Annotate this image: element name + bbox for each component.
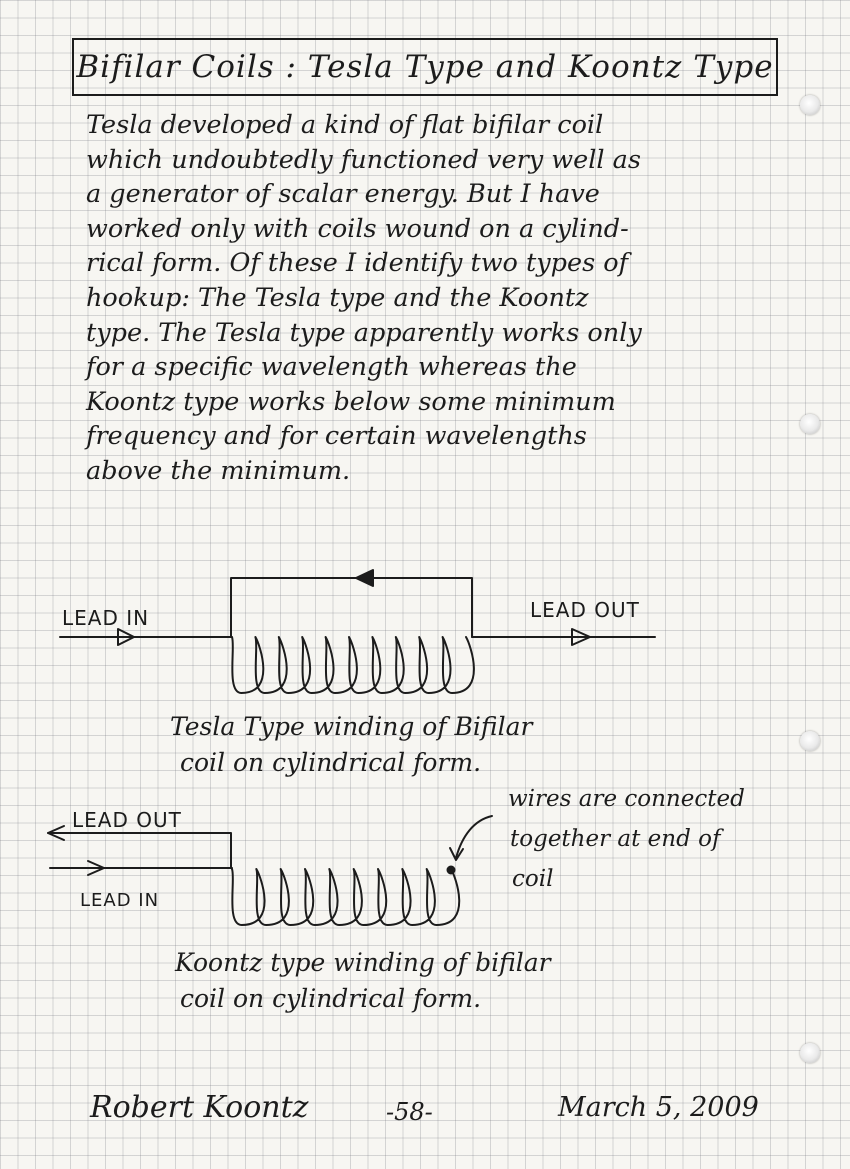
tesla-lead-out-label: LEAD OUT bbox=[530, 598, 640, 622]
junction-dot bbox=[448, 867, 455, 874]
koontz-note-line3: coil bbox=[512, 866, 554, 892]
text-line: hookup: The Tesla type and the Koontz bbox=[86, 282, 589, 313]
text-line: worked only with coils wound on a cylind- bbox=[86, 213, 629, 244]
coil-loop-path bbox=[232, 869, 459, 925]
koontz-lead-in-label: LEAD IN bbox=[80, 890, 160, 911]
page-number: -58- bbox=[386, 1098, 433, 1126]
text-line: type. The Tesla type apparently works only bbox=[86, 317, 642, 348]
text-line: rical form. Of these I identify two types of bbox=[86, 248, 629, 279]
koontz-note-line1: wires are connected bbox=[508, 786, 745, 812]
koontz-caption-line1: Koontz type winding of bifilar bbox=[175, 948, 551, 977]
koontz-lead-out-wire bbox=[48, 833, 231, 868]
text-line: above the minimum. bbox=[86, 455, 351, 486]
text-line: Koontz type works below some minimum bbox=[86, 386, 616, 417]
text-line: Tesla developed a kind of flat bifilar coil bbox=[86, 110, 604, 140]
text-line: which undoubtedly functioned very well as bbox=[86, 144, 641, 175]
koontz-note-line2: together at end of bbox=[510, 826, 721, 852]
text-line: frequency and for certain wavelengths bbox=[86, 421, 587, 452]
tesla-caption-line2: coil on cylindrical form. bbox=[180, 748, 482, 777]
tesla-lead-in-label: LEAD IN bbox=[62, 606, 150, 630]
author-signature: Robert Koontz bbox=[90, 1090, 309, 1125]
date: March 5, 2009 bbox=[558, 1092, 759, 1123]
text-line: for a specific wavelength whereas the bbox=[86, 352, 577, 383]
koontz-caption-line2: coil on cylindrical form. bbox=[180, 984, 482, 1013]
tesla-coil-windings bbox=[232, 637, 474, 693]
koontz-lead-out-label: LEAD OUT bbox=[72, 808, 182, 832]
page-title: Bifilar Coils : Tesla Type and Koontz Type bbox=[76, 49, 774, 85]
loop-arrow-icon bbox=[356, 570, 373, 586]
koontz-coil-windings bbox=[232, 869, 459, 925]
coil-loop-path bbox=[232, 637, 474, 693]
tesla-caption-line1: Tesla Type winding of Bifilar bbox=[170, 712, 533, 741]
return-loop-wire bbox=[225, 578, 472, 637]
text-line: a generator of scalar energy. But I have bbox=[86, 179, 600, 210]
